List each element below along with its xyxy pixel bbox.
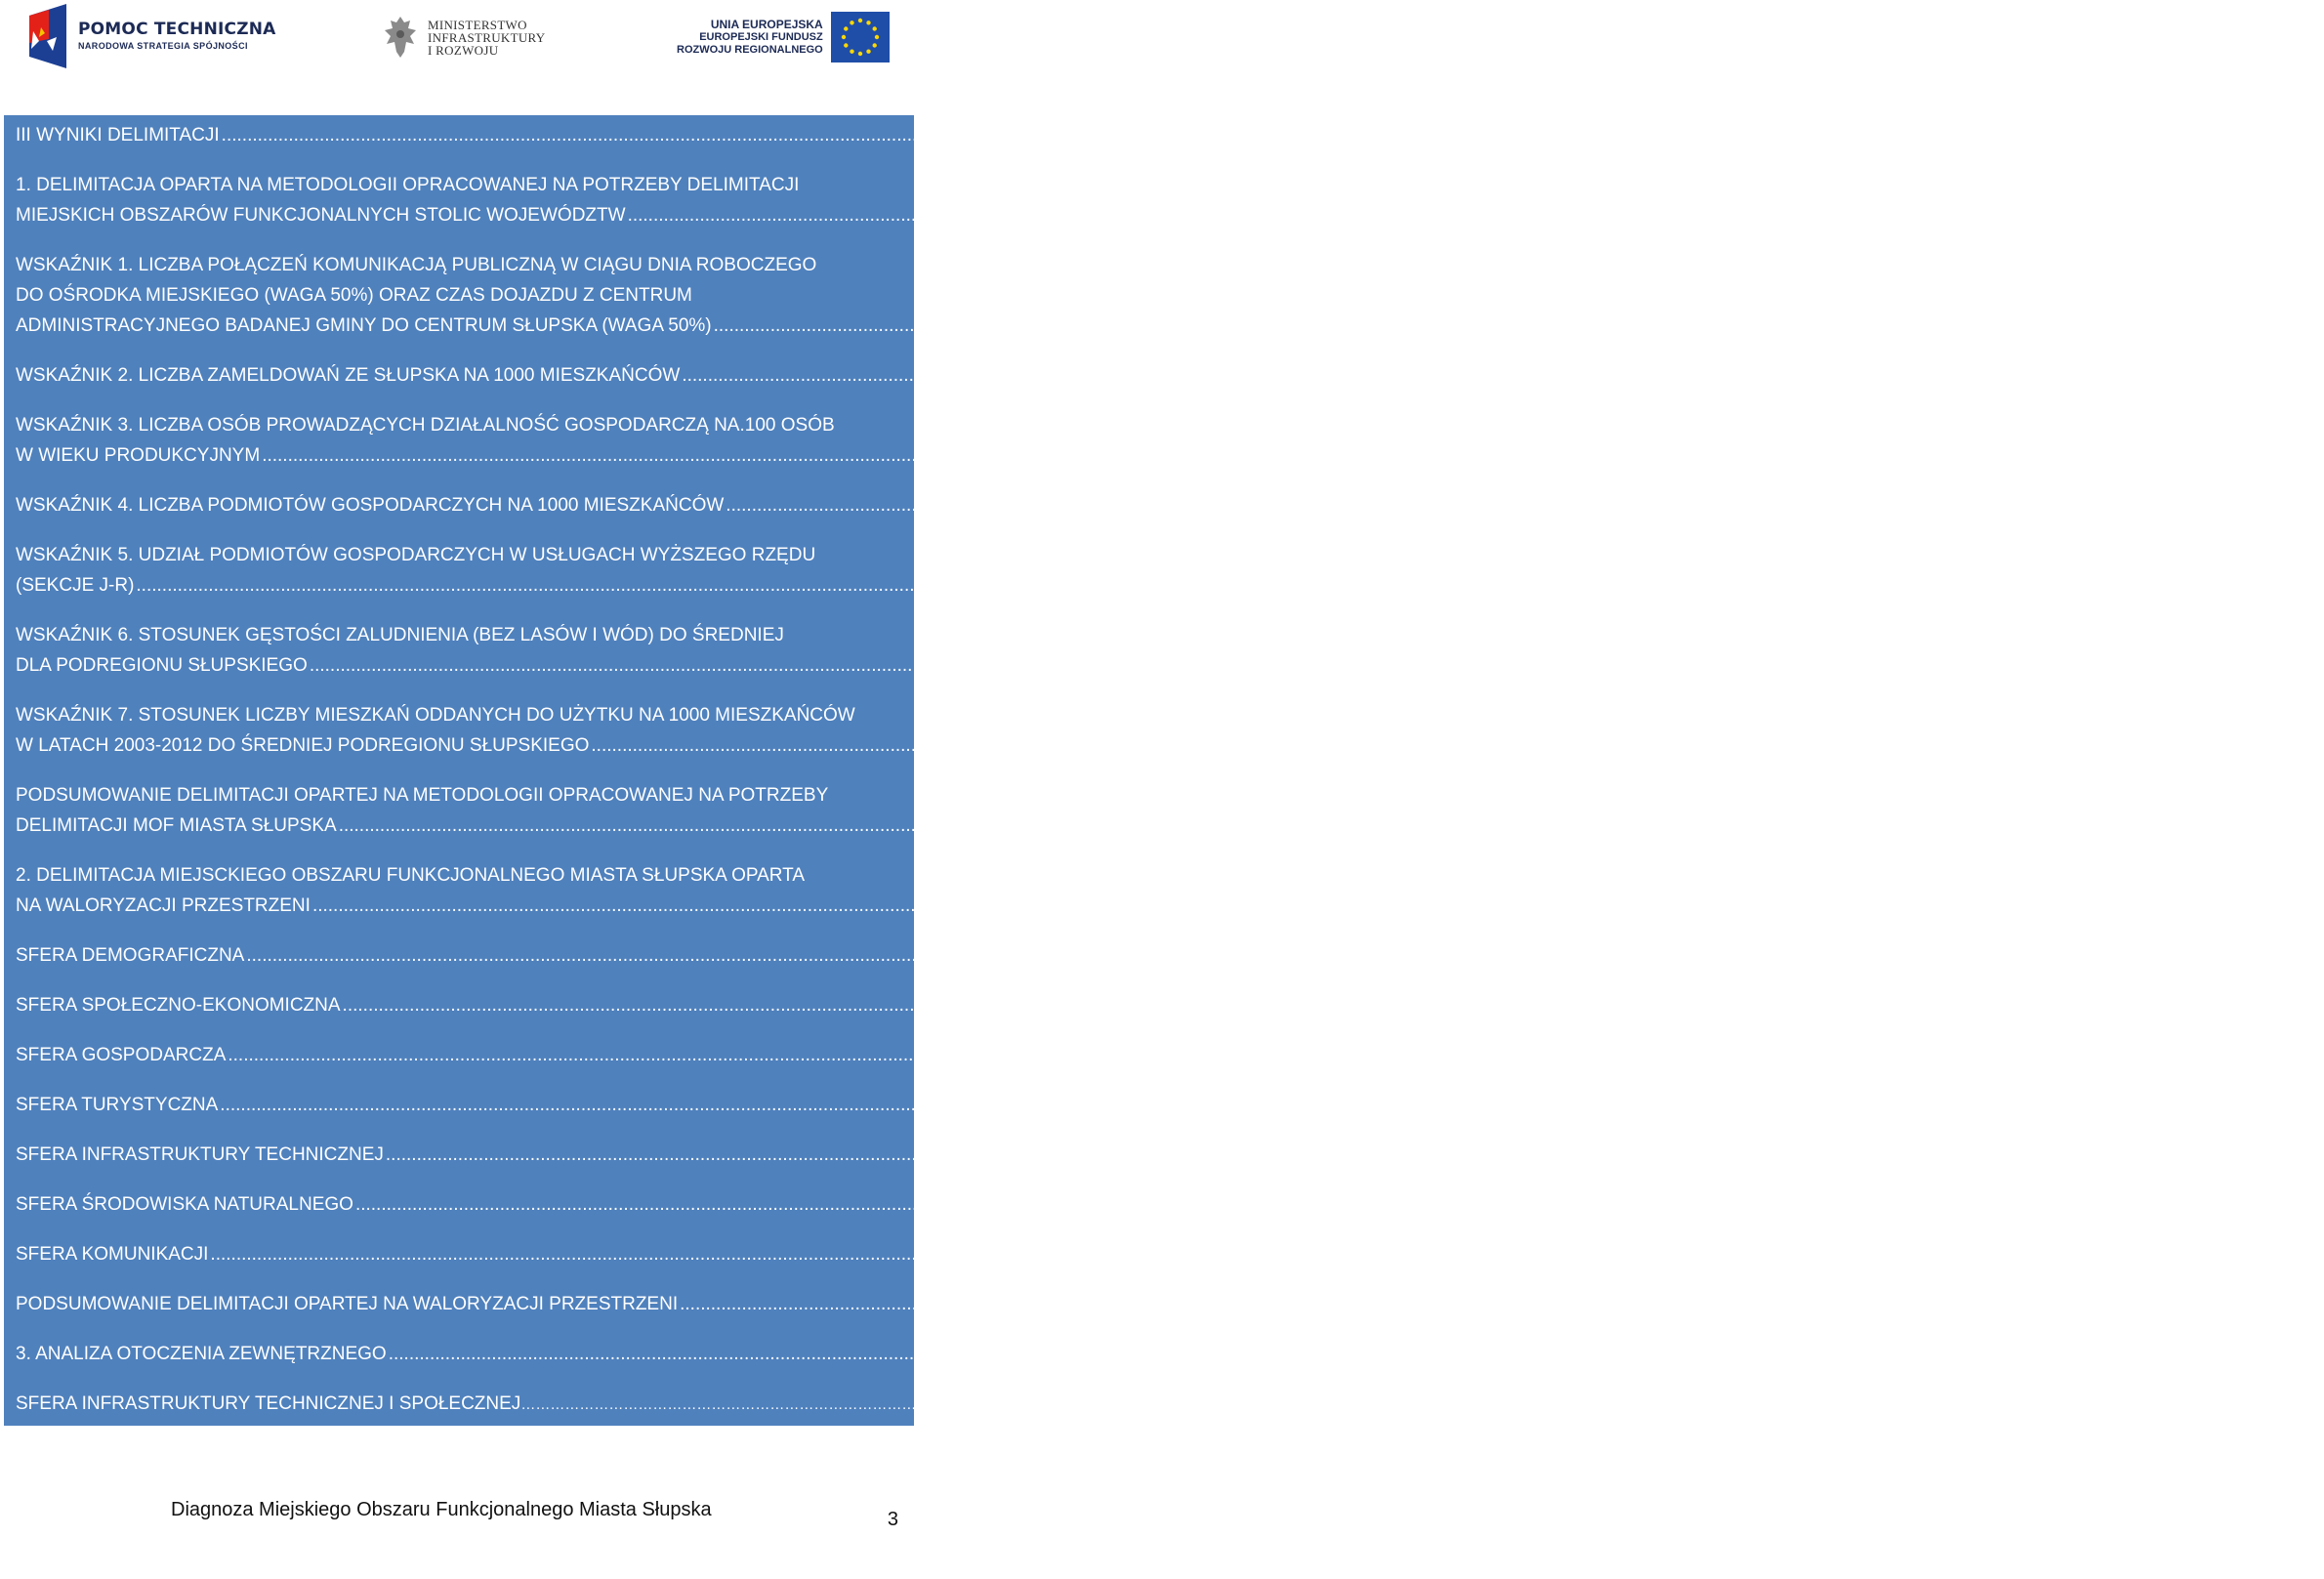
toc-entry-title: SFERA TURYSTYCZNA (16, 1095, 219, 1115)
toc-entry-line (16, 490, 2324, 520)
toc-entry-line (16, 440, 1861, 471)
toc-entry[interactable] (16, 1289, 2280, 1319)
toc-entry[interactable] (16, 940, 1847, 971)
toc-entry-line (16, 170, 904, 200)
toc-entry-title: WSKAŹNIK 1. LICZBA POŁĄCZEŃ KOMUNIKACJĄ PUBLICZNĄ W CIĄGU DNIA ROBOCZEGO (16, 255, 817, 275)
toc-entry-line (16, 860, 904, 891)
toc-leader-dots (228, 1040, 1795, 1070)
toc-page-number: 148 (1779, 1244, 1810, 1265)
toc-leader-dots (343, 990, 1910, 1020)
toc-entry[interactable] (16, 540, 1735, 601)
toc-entry[interactable] (16, 250, 2314, 341)
toc-entry[interactable] (16, 700, 2191, 761)
toc-entry-line (16, 1389, 1270, 1419)
toc-leader-dots (714, 311, 2281, 341)
toc-leader-dots (355, 1189, 1923, 1220)
toc-entry-line (16, 700, 904, 730)
eu-star-icon (858, 52, 862, 56)
toc-entry-title: PODSUMOWANIE DELIMITACJI OPARTEJ NA METODOLOGII OPRACOWANEJ NA POTRZEBY (16, 785, 829, 806)
toc-entry-title: 2. DELIMITACJA MIEJSCKIEGO OBSZARU FUNKCJONALNEGO MIASTA SŁUPSKA OPARTA (16, 865, 806, 886)
toc-entry[interactable] (16, 620, 1910, 681)
page-number: 3 (887, 1509, 898, 1530)
toc-entry[interactable] (16, 120, 1822, 150)
toc-entry-title: WSKAŹNIK 4. LICZBA PODMIOTÓW GOSPODARCZYCH NA 1000 MIESZKAŃCÓW (16, 495, 725, 516)
toc-entry-title: 1. DELIMITACJA OPARTA NA METODOLOGII OPRACOWANEJ NA POTRZEBY DELIMITACJI (16, 175, 800, 195)
toc-entry-line (16, 1040, 1828, 1070)
toc-entry-title: SFERA SPOŁECZNO-EKONOMICZNA (16, 995, 341, 1016)
toc-entry-line (16, 730, 2191, 761)
toc-leader-dots (310, 650, 1877, 681)
toc-entry[interactable] (16, 360, 2281, 391)
toc-entry-title: MIEJSKICH OBSZARÓW FUNKCJONALNYCH STOLIC WOJEWÓDZTW (16, 205, 626, 226)
toc-entry-title: WSKAŹNIK 5. UDZIAŁ PODMIOTÓW GOSPODARCZYCH W USŁUGACH WYŻSZEGO RZĘDU (16, 545, 816, 565)
toc-entry-line (16, 1289, 2280, 1319)
toc-entry-line (16, 650, 1910, 681)
toc-entry-line (16, 940, 1847, 971)
toc-leader-dots (210, 1239, 1777, 1269)
toc-leader-dots (628, 200, 2195, 230)
toc-entry[interactable] (16, 1239, 1810, 1269)
toc-leader-dots (136, 570, 1703, 601)
ministerstwo-logo (381, 12, 546, 62)
logo-mi-line-2: INFRASTRUKTURY (428, 29, 546, 45)
toc-leader-dots (222, 120, 1789, 150)
eu-star-icon (850, 21, 853, 24)
toc-leader-dots (680, 1289, 2247, 1319)
toc-entry-title: SFERA INFRASTRUKTURY TECHNICZNEJ (16, 1144, 384, 1165)
eu-star-icon (844, 43, 848, 47)
toc-entry-line (16, 250, 904, 280)
toc-leader-dots (246, 940, 1813, 971)
toc-page-number: 151 (2248, 1294, 2280, 1314)
toc-entry[interactable] (16, 780, 1939, 841)
eu-star-icon (872, 26, 876, 30)
toc-entry-line (16, 1339, 1989, 1369)
eu-star-icon (844, 26, 848, 30)
page-header (0, 0, 937, 78)
toc-entry[interactable] (16, 410, 1861, 471)
toc-entry[interactable] (16, 170, 2228, 230)
toc-page-number: 154 (1957, 1344, 1989, 1364)
toc-page-number: 127 (1881, 895, 1913, 916)
toc-page-number: 109 (2282, 315, 2314, 336)
polish-eagle-emblem-icon (381, 13, 420, 62)
toc-entry-title: SFERA KOMUNIKACJI (16, 1244, 209, 1265)
toc-page-number: 108 (1790, 125, 1822, 145)
toc-entry-title: DELIMITACJI MOF MIASTA SŁUPSKA (16, 815, 337, 836)
toc-entry[interactable] (16, 1189, 1956, 1220)
toc-page-number: 124 (1907, 815, 1939, 836)
toc-entry-title: WSKAŹNIK 3. LICZBA OSÓB PROWADZĄCYCH DZIAŁALNOŚĆ GOSPODARCZĄ NA.100 OSÓB (16, 415, 835, 436)
toc-leader-dots (339, 810, 1906, 841)
pomoc-techniczna-logo (27, 4, 276, 68)
toc-entry[interactable] (16, 1389, 1270, 1419)
eu-star-icon (858, 19, 862, 22)
toc-entry[interactable] (16, 490, 2324, 520)
toc-entry-line (16, 540, 904, 570)
toc-entry-line (16, 1140, 1986, 1170)
logo-pt-subtitle: NARODOWA STRATEGIA SPÓJNOŚCI (78, 41, 248, 51)
toc-leader-dots (591, 730, 2158, 761)
toc-entry-title: WSKAŹNIK 2. LICZBA ZAMELDOWAŃ ZE SŁUPSKA NA 1000 MIESZKAŃCÓW (16, 365, 681, 386)
eu-flag-icon (831, 12, 890, 62)
toc-entry-title: WSKAŹNIK 6. STOSUNEK GĘSTOŚCI ZALUDNIENIA (BEZ LASÓW I WÓD) DO ŚREDNIEJ (16, 625, 784, 645)
toc-leader-dots (220, 1090, 1787, 1120)
toc-leader-dots (389, 1339, 1956, 1369)
toc-page-number: 120 (1878, 655, 1910, 676)
toc-entry-line (16, 780, 904, 810)
toc-page-number: 108 (2196, 205, 2228, 226)
logo-pt-title: POMOC TECHNICZNA (78, 20, 276, 39)
toc-entry[interactable] (16, 1090, 1820, 1120)
toc-entry-line (16, 280, 904, 311)
eu-star-icon (872, 43, 876, 47)
toc-entry-title: SFERA ŚRODOWISKA NATURALNEGO (16, 1194, 353, 1215)
toc-entry-line (16, 1239, 1810, 1269)
toc-entry-line (16, 311, 2314, 341)
toc-entry[interactable] (16, 1040, 1828, 1070)
pomoc-techniczna-emblem-icon (27, 4, 70, 68)
eu-star-icon (866, 21, 870, 24)
toc-entry-line (16, 1090, 1820, 1120)
table-of-contents (4, 115, 2324, 1426)
eu-star-icon (866, 50, 870, 54)
toc-entry[interactable] (16, 860, 1913, 921)
toc-entry[interactable] (16, 990, 1943, 1020)
toc-entry-line (16, 570, 1735, 601)
unia-europejska-logo (677, 10, 890, 64)
toc-leader-dots (682, 360, 2249, 391)
toc-entry-title: ADMINISTRACYJNEGO BADANEJ GMINY DO CENTRUM SŁUPSKA (WAGA 50%) (16, 315, 712, 336)
footer-title: Diagnoza Miejskiego Obszaru Funkcjonalnego Miasta Słupska (171, 1499, 712, 1520)
toc-leader-dots (726, 490, 2293, 520)
toc-entry-title: WSKAŹNIK 7. STOSUNEK LICZBY MIESZKAŃ ODDANYCH DO UŻYTKU NA 1000 MIESZKAŃCÓW (16, 705, 855, 726)
toc-entry-title: PODSUMOWANIE DELIMITACJI OPARTEJ NA WALORYZACJI PRZESTRZENI (16, 1294, 679, 1314)
logo-ue-line-2: EUROPEJSKI FUNDUSZ (699, 30, 823, 43)
eu-star-icon (850, 50, 853, 54)
toc-page-number: 128 (1815, 945, 1847, 966)
toc-page-number: 141 (1789, 1095, 1820, 1115)
toc-leader-dots (262, 440, 1829, 471)
toc-entry-title: W LATACH 2003-2012 DO ŚREDNIEJ PODREGIONU SŁUPSKIEGO (16, 735, 590, 756)
toc-leader-dots (386, 1140, 1953, 1170)
toc-entry-title: NA WALORYZACJI PRZESTRZENI (16, 895, 311, 916)
toc-entry-line (16, 120, 1822, 150)
toc-entry-line (16, 410, 904, 440)
eu-star-icon (842, 35, 846, 39)
toc-entry-title: 3. ANALIZA OTOCZENIA ZEWNĘTRZNEGO (16, 1344, 387, 1364)
toc-entry-title: DO OŚRODKA MIEJSKIEGO (WAGA 50%) ORAZ CZAS DOJAZDU Z CENTRUM (16, 285, 692, 306)
toc-page-number: 144 (1954, 1144, 1986, 1165)
toc-page-number: 130 (1911, 995, 1943, 1016)
toc-entry[interactable] (16, 1339, 1989, 1369)
toc-page-number: 137 (1797, 1045, 1828, 1065)
toc-page-number: 118 (1705, 575, 1735, 596)
toc-entry-title: SFERA INFRASTRUKTURY TECHNICZNEJ I SPOŁECZNEJ (16, 1393, 521, 1414)
toc-page-number: 112 (2251, 365, 2281, 386)
toc-page-number: 122 (2160, 735, 2191, 756)
toc-entry-title: III WYNIKI DELIMITACJI (16, 125, 220, 145)
logo-ue-line-1: UNIA EUROPEJSKA (710, 17, 823, 31)
toc-leader-dots: ………………………………………………………………………………………………………………………………… (520, 1396, 1239, 1413)
toc-entry-line (16, 200, 2228, 230)
toc-entry-line (16, 360, 2281, 391)
toc-entry[interactable] (16, 1140, 1986, 1170)
toc-leader-dots (312, 891, 1880, 921)
toc-entry-title: W WIEKU PRODUKCYJNYM (16, 445, 261, 466)
toc-page-number: 113 (1830, 445, 1861, 466)
toc-entry-line (16, 620, 904, 650)
toc-entry-line (16, 990, 1943, 1020)
logo-mi-line-3: I ROZWOJU (428, 42, 499, 58)
logo-ue-line-3: ROZWOJU REGIONALNEGO (677, 43, 823, 56)
logo-mi-line-1: MINISTERSTWO (428, 17, 527, 32)
toc-entry-line (16, 1189, 1956, 1220)
toc-page-number: 116 (2295, 495, 2324, 516)
toc-entry-title: SFERA GOSPODARCZA (16, 1045, 227, 1065)
toc-entry-line (16, 810, 1939, 841)
toc-entry-title: (SEKCJE J-R) (16, 575, 135, 596)
eu-star-icon (875, 35, 879, 39)
toc-entry-line (16, 891, 1913, 921)
toc-entry-title: DLA PODREGIONU SŁUPSKIEGO (16, 655, 308, 676)
toc-entry-title: SFERA DEMOGRAFICZNA (16, 945, 245, 966)
toc-page-number: 146 (1924, 1194, 1956, 1215)
toc-page-number: 155 (1238, 1393, 1270, 1414)
